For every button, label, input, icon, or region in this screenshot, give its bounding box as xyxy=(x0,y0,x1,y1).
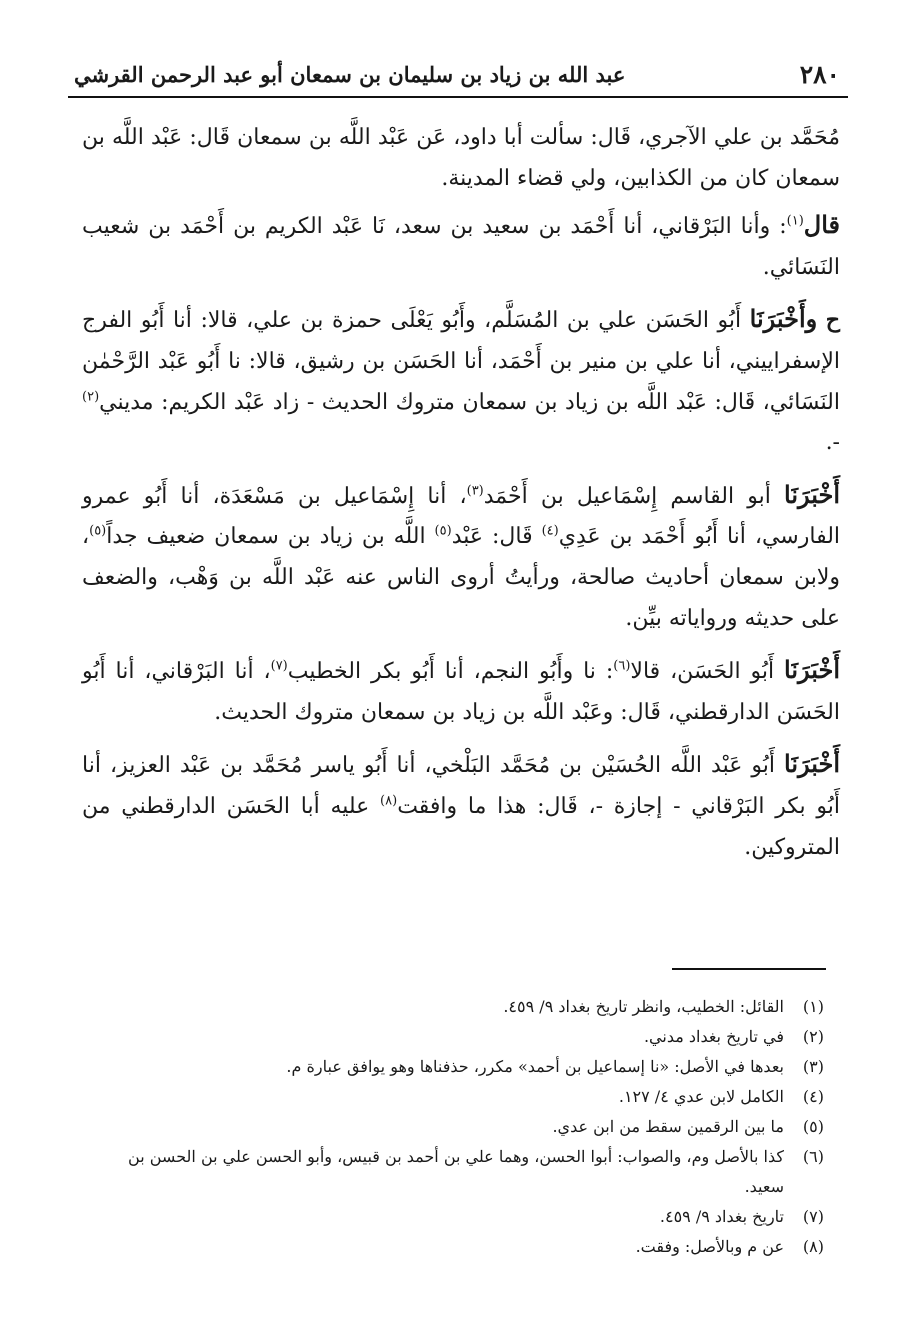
footnote-text: تاريخ بغداد ٩/ ٤٥٩. xyxy=(659,1207,784,1226)
paragraph-text: -. xyxy=(825,430,840,456)
running-header xyxy=(68,56,848,98)
footnote-ref[interactable]: (٦) xyxy=(613,658,631,674)
footnote-number: (٧) xyxy=(802,1207,824,1226)
narration-keyword: أَخْبَرَنَا xyxy=(784,479,840,509)
paragraph-4 xyxy=(82,475,840,639)
paragraph-5 xyxy=(82,650,840,733)
footnote-separator xyxy=(672,968,826,970)
footnote-item xyxy=(92,1112,824,1142)
narration-keyword: أَخْبَرَنَا xyxy=(784,655,840,685)
narration-keyword: قال xyxy=(803,210,840,240)
main-text xyxy=(82,118,840,879)
footnote-number: (٦) xyxy=(802,1147,824,1166)
footnote-item xyxy=(92,1022,824,1052)
footnote-text: الكامل لابن عدي ٤/ ١٢٧. xyxy=(618,1087,784,1106)
footnote-text: القائل: الخطيب، وانظر تاريخ بغداد ٩/ ٤٥٩. xyxy=(503,997,784,1016)
paragraph-text: : نا وأَبُو النجم، أنا أَبُو بكر الخطيب xyxy=(287,659,614,685)
footnote-text: بعدها في الأصل: «نا إسماعيل بن أحمد» مكرر، حذفناها وهو يوافق عبارة م. xyxy=(286,1057,784,1076)
footnote-item xyxy=(92,992,824,1022)
paragraph-text: أَبُو الحَسَن، قالا xyxy=(630,659,785,685)
footnote-ref[interactable]: (٣) xyxy=(466,483,484,499)
footnote-number: (٢) xyxy=(802,1027,824,1046)
footnote-number: (٤) xyxy=(802,1087,824,1106)
footnote-item xyxy=(92,1082,824,1112)
footnote-ref[interactable]: (٤) xyxy=(541,524,559,540)
paragraph-text: أَبُو الحَسَن علي بن المُسَلَّم، وأَبُو يَعْلَى حمزة بن علي، قالا: أنا أَبُو الفرج الإسفراييني، أنا علي بن منير بن أَحْمَد، أنا الحَسَن بن رشيق، قالا: نا أَبُو عَبْد الرَّحْمٰن النَسَائي، قَال: عَبْد اللَّه بن زياد بن سمعان متروك الحديث - زاد عَبْد الكريم: مديني xyxy=(82,308,840,415)
paragraph-text: اللَّه بن زياد بن سمعان ضعيف جداً xyxy=(106,524,435,550)
paragraph-2 xyxy=(82,205,840,288)
footnote-item xyxy=(92,1052,824,1082)
footnote-item xyxy=(92,1232,824,1262)
footnote-ref[interactable]: (٥) xyxy=(434,524,452,540)
paragraph-text: ، أنا البَرْقاني، أنا أَبُو الحَسَن الدارقطني، قَال: وعَبْد اللَّه بن زياد بن سمعان متروك الحديث. xyxy=(82,659,840,725)
paragraph-text: ، أنا إِسْمَاعيل بن مَسْعَدَة، أنا أَبُو عمرو الفارسي، أنا أَبُو أَحْمَد بن عَدِي xyxy=(82,483,841,550)
footnote-text: كذا بالأصل وم، والصواب: أبوا الحسن، وهما علي بن أحمد بن قبيس، وأبو الحسن علي بن الحسن بن سعيد. xyxy=(128,1147,784,1196)
tahwil-mark: ح xyxy=(825,307,840,334)
narration-keyword: وأَخْبَرَنَا xyxy=(749,304,818,334)
footnote-ref[interactable]: (١) xyxy=(786,213,804,229)
paragraph-text: أَبُو عَبْد اللَّه الحُسَيْن بن مُحَمَّد البَلْخي، أنا أَبُو ياسر مُحَمَّد بن عَبْد العزيز، أنا أَبُو بكر البَرْقاني - إجازة -، قَال: هذا ما وافقت xyxy=(82,753,841,819)
paragraph-text: أبو القاسم إِسْمَاعيل بن أَحْمَد xyxy=(483,483,784,509)
footnote-text: في تاريخ بغداد مدني. xyxy=(643,1027,784,1046)
paragraph-text: : وأنا البَرْقاني، أنا أَحْمَد بن سعيد بن سعد، نَا عَبْد الكريم بن أَحْمَد بن شعيب النَسَائي. xyxy=(82,214,840,280)
footnote-number: (٨) xyxy=(802,1237,824,1256)
paragraph-text: مُحَمَّد بن علي الآجري، قَال: سألت أبا داود، عَن عَبْد اللَّه بن سمعان قَال: عَبْد اللَّه بن سمعان كان من الكذابين، ولي قضاء المدينة. xyxy=(82,125,840,191)
footnote-text: ما بين الرقمين سقط من ابن عدي. xyxy=(552,1117,784,1136)
running-title: عبد الله بن زياد بن سليمان بن سمعان أبو عبد الرحمن القرشي xyxy=(74,62,626,87)
narration-keyword: أَخْبَرَنَا xyxy=(784,749,840,779)
footnote-number: (٥) xyxy=(802,1117,824,1136)
paragraph-text: عليه أبا الحَسَن الدارقطني من المتروكين. xyxy=(82,793,840,860)
footnote-item xyxy=(92,1142,824,1202)
footnote-ref[interactable]: (٢) xyxy=(82,389,100,405)
paragraph-text: ، ولابن سمعان أحاديث صالحة، ورأيتُ أروى الناس عنه عَبْد اللَّه بن وَهْب، والضعف على حديثه ورواياته بيِّن. xyxy=(82,524,840,631)
footnote-text: عن م وبالأصل: وفقت. xyxy=(635,1237,784,1256)
paragraph-3 xyxy=(82,299,840,463)
page-number: ٢٨٠ xyxy=(799,60,840,89)
paragraph-text: قَال: عَبْد xyxy=(451,524,542,550)
paragraph-1 xyxy=(82,118,840,199)
footnote-ref[interactable]: (٧) xyxy=(270,658,288,674)
footnote-item xyxy=(92,1202,824,1232)
paragraph-6 xyxy=(82,744,840,868)
footnote-ref[interactable]: (٨) xyxy=(380,793,398,809)
footnote-number: (٣) xyxy=(802,1057,824,1076)
footnotes xyxy=(92,992,824,1262)
footnote-ref[interactable]: (٥) xyxy=(89,524,107,540)
footnote-number: (١) xyxy=(802,997,824,1016)
